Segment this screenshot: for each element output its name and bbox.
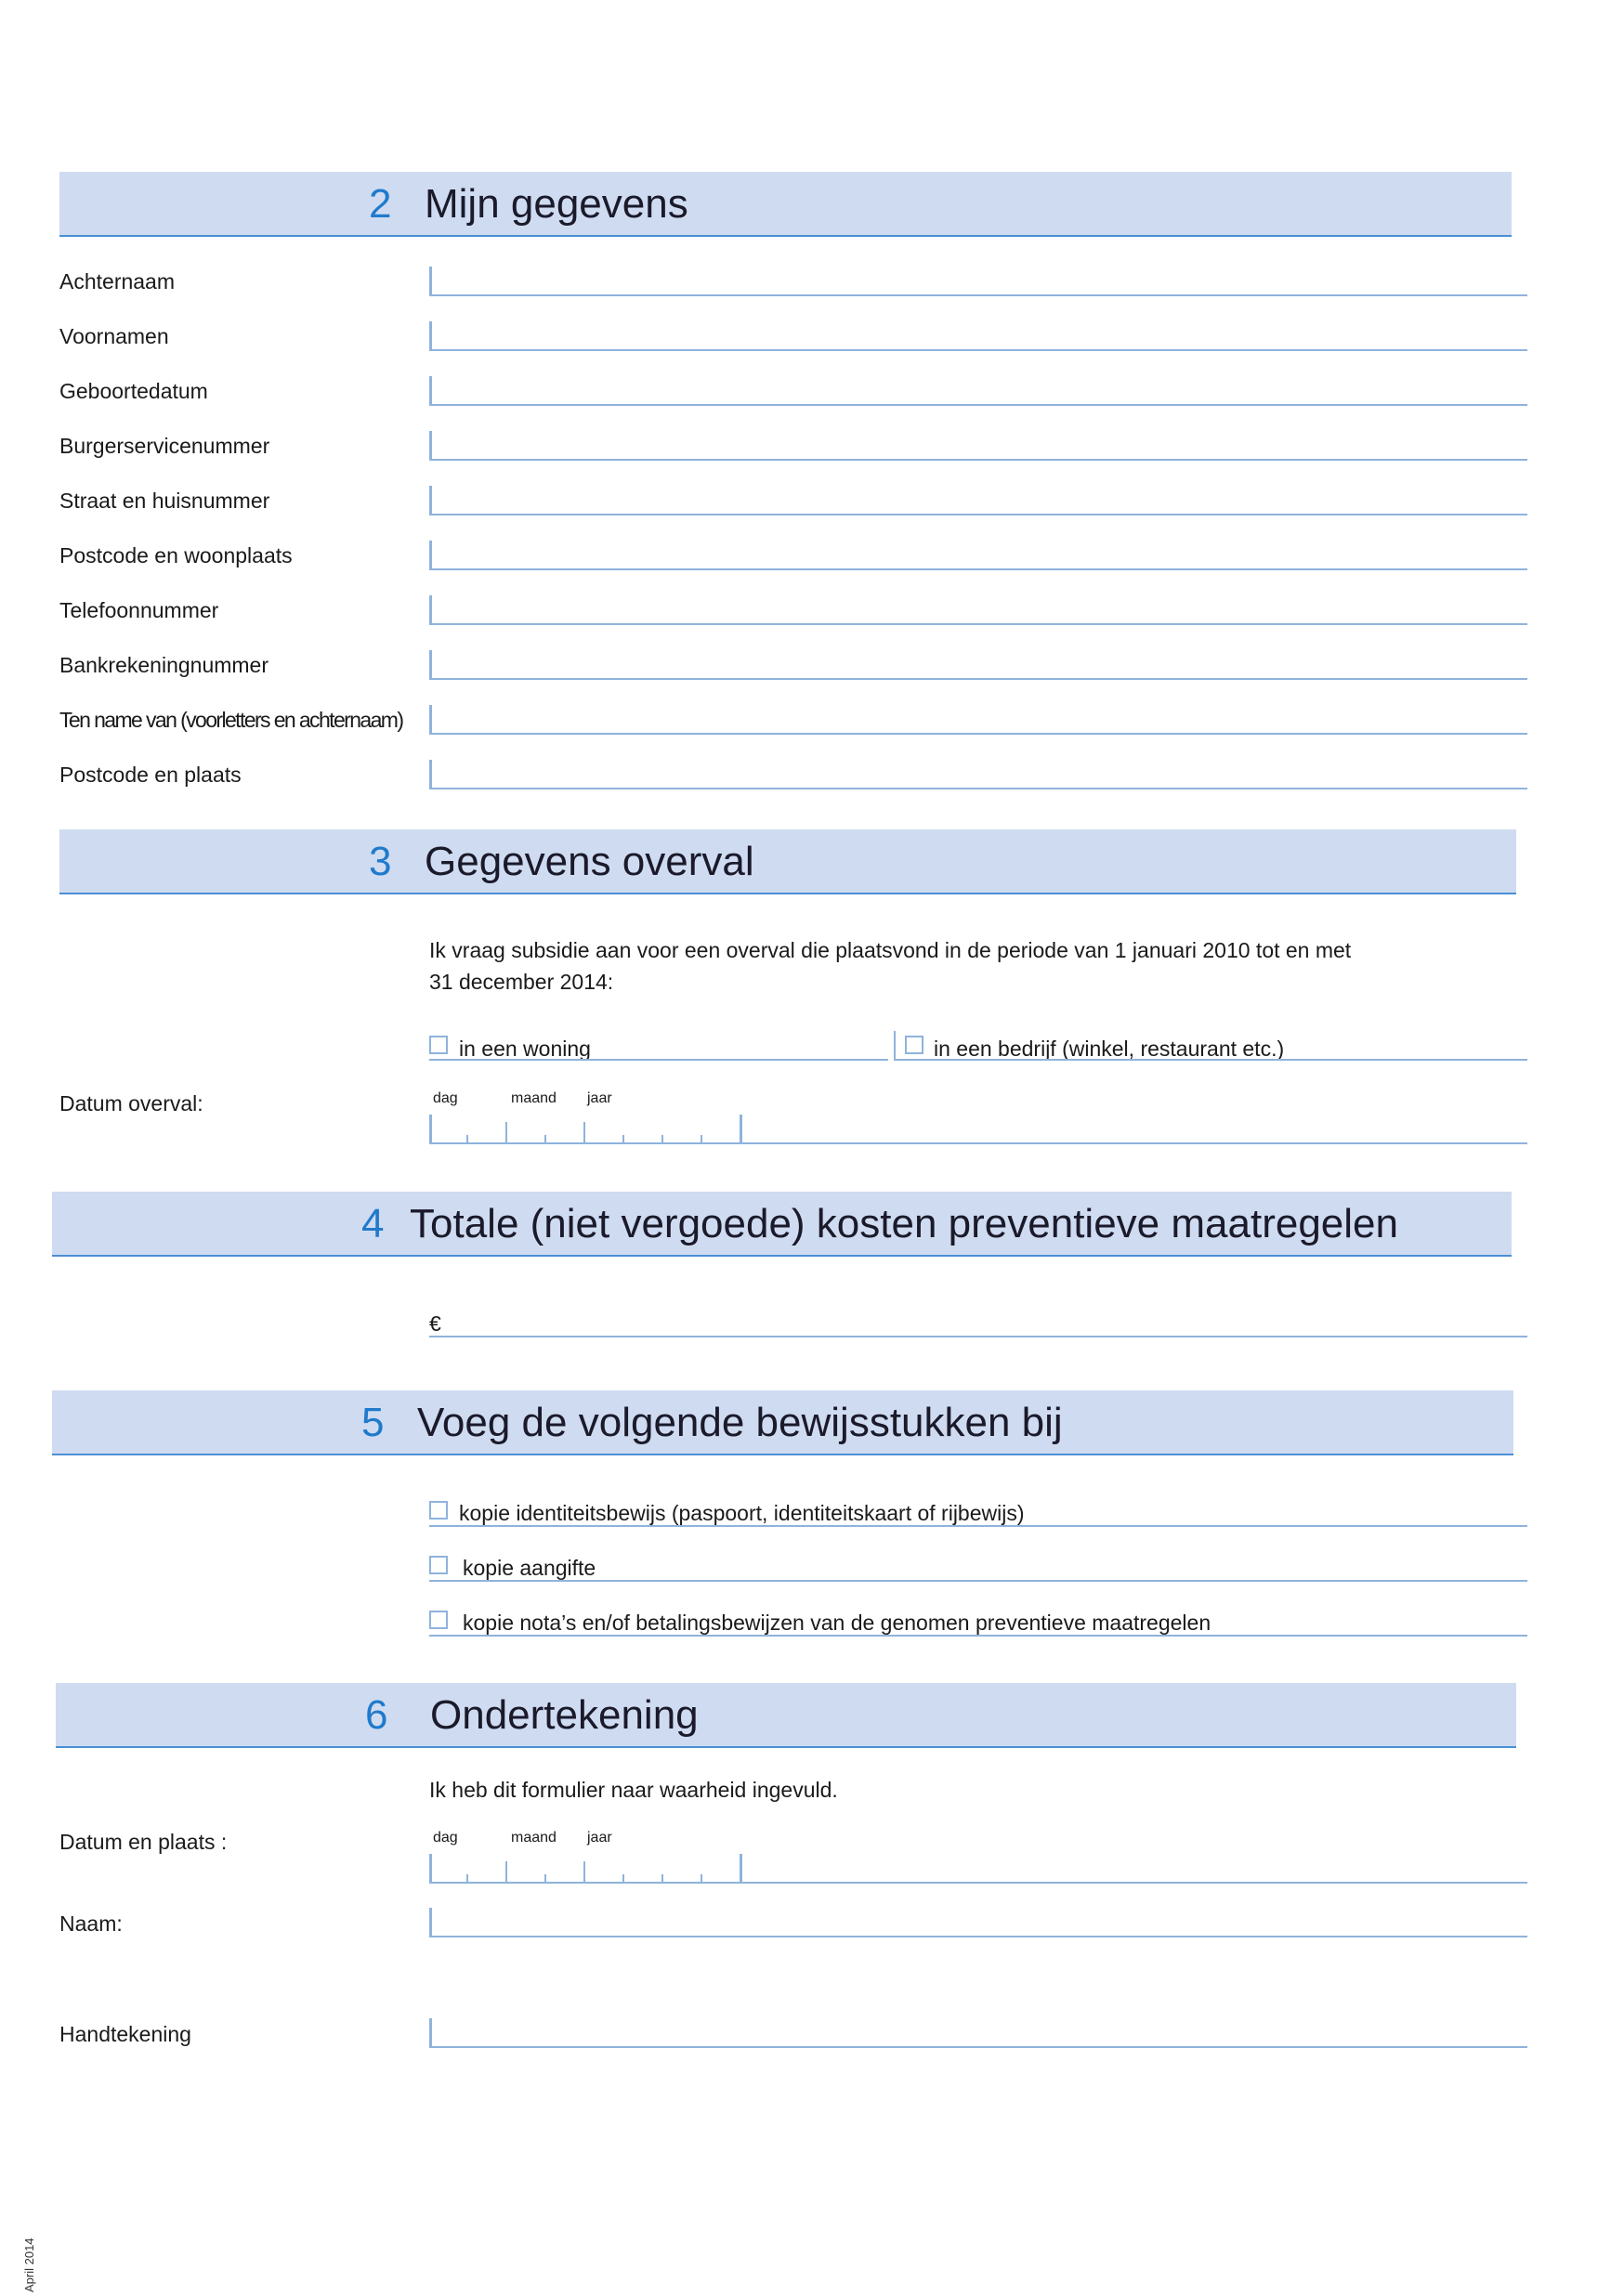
- label-datum-overval: Datum overval:: [59, 1091, 203, 1115]
- input-handtekening[interactable]: [429, 2018, 1527, 2048]
- input-voornamen[interactable]: [429, 321, 1527, 351]
- label-woning: in een woning: [459, 1037, 591, 1061]
- date-tick: [505, 1122, 507, 1142]
- date-tick: [701, 1135, 702, 1142]
- line-woning: [429, 1059, 888, 1061]
- checkbox-woning[interactable]: [429, 1036, 448, 1054]
- statement-text: Ik heb dit formulier naar waarheid ingevuld.: [429, 1778, 838, 1802]
- label-postcode-woonplaats: Postcode en woonplaats: [59, 543, 293, 567]
- section-3-intro-line-1: Ik vraag subsidie aan voor een overval die plaatsvond in de periode van 1 januari 2010 tot en met: [429, 938, 1352, 962]
- date-tick: [701, 1874, 702, 1882]
- date-month-label: maand: [511, 1090, 557, 1106]
- date-tick: [583, 1122, 585, 1142]
- label-achternaam: Achternaam: [59, 269, 176, 294]
- input-kosten-bedrag[interactable]: [429, 1308, 1527, 1337]
- label-bedrijf: in een bedrijf (winkel, restaurant etc.): [934, 1037, 1285, 1061]
- section-6-title: Ondertekening: [430, 1692, 699, 1738]
- section-3-intro-line-2: 31 december 2014:: [429, 970, 614, 994]
- input-geboortedatum[interactable]: [429, 376, 1527, 406]
- label-kopie-identiteitsbewijs: kopie identiteitsbewijs (paspoort, identiteitskaart of rijbewijs): [459, 1501, 1025, 1525]
- footer-date: April 2014: [22, 2237, 36, 2292]
- date-month-label: maand: [511, 1830, 557, 1846]
- checkbox-bedrijf[interactable]: [905, 1036, 923, 1054]
- label-kopie-notas: kopie nota’s en/of betalingsbewijzen van de genomen preventieve maatregelen: [463, 1611, 1211, 1635]
- date-tick: [466, 1874, 468, 1882]
- label-geboortedatum: Geboortedatum: [59, 379, 208, 403]
- date-tick: [466, 1135, 468, 1142]
- date-year-label: jaar: [587, 1090, 612, 1106]
- label-voornamen: Voornamen: [59, 324, 169, 348]
- line-kopie-notas: [429, 1635, 1527, 1637]
- date-tick: [505, 1861, 507, 1882]
- label-handtekening: Handtekening: [59, 2022, 191, 2046]
- label-telefoonnummer: Telefoonnummer: [59, 598, 219, 622]
- date-tick: [740, 1115, 742, 1142]
- section-4-number: 4: [361, 1201, 385, 1246]
- date-tick: [622, 1874, 624, 1882]
- date-tick: [429, 1854, 432, 1882]
- date-ondertekening-input[interactable]: [429, 1854, 1527, 1884]
- section-2-title: Mijn gegevens: [425, 181, 688, 227]
- section-6-number: 6: [365, 1692, 388, 1738]
- input-postcode-woonplaats[interactable]: [429, 541, 1527, 570]
- label-bankrekeningnummer: Bankrekeningnummer: [59, 653, 269, 677]
- date-tick: [661, 1874, 663, 1882]
- currency-symbol: €: [429, 1311, 441, 1336]
- line-kopie-aangifte: [429, 1580, 1527, 1582]
- section-5-number: 5: [361, 1400, 385, 1445]
- checkbox-kopie-aangifte[interactable]: [429, 1556, 448, 1574]
- input-achternaam[interactable]: [429, 267, 1527, 296]
- date-day-label: dag: [433, 1830, 458, 1846]
- date-overval-input[interactable]: [429, 1115, 1527, 1144]
- label-ten-name-van: Ten name van (voorletters en achternaam): [59, 708, 403, 732]
- label-burgerservicenummer: Burgerservicenummer: [59, 434, 270, 458]
- date-tick: [661, 1135, 663, 1142]
- section-3-header: [59, 829, 1516, 894]
- section-4-header: [52, 1192, 1512, 1257]
- line-bedrijf: [894, 1059, 1527, 1061]
- input-straat-huisnummer[interactable]: [429, 486, 1527, 515]
- date-day-label: dag: [433, 1090, 458, 1106]
- input-naam[interactable]: [429, 1908, 1527, 1937]
- input-ten-name-van[interactable]: [429, 705, 1527, 735]
- divider-bar: [894, 1031, 896, 1061]
- checkbox-kopie-identiteitsbewijs[interactable]: [429, 1501, 448, 1520]
- section-2-number: 2: [369, 181, 392, 227]
- label-straat-huisnummer: Straat en huisnummer: [59, 489, 270, 513]
- checkbox-kopie-notas[interactable]: [429, 1611, 448, 1629]
- line-kopie-identiteitsbewijs: [429, 1525, 1527, 1527]
- date-tick: [544, 1874, 546, 1882]
- date-tick: [544, 1135, 546, 1142]
- date-tick: [740, 1854, 742, 1882]
- date-tick: [583, 1861, 585, 1882]
- date-tick: [429, 1115, 432, 1142]
- section-5-title: Voeg de volgende bewijsstukken bij: [417, 1400, 1063, 1445]
- section-3-title: Gegevens overval: [425, 839, 754, 884]
- label-postcode-plaats: Postcode en plaats: [59, 763, 242, 787]
- section-3-number: 3: [369, 839, 392, 884]
- date-tick: [622, 1135, 624, 1142]
- input-postcode-plaats[interactable]: [429, 760, 1527, 789]
- input-telefoonnummer[interactable]: [429, 595, 1527, 625]
- section-5-header: [52, 1390, 1513, 1455]
- input-burgerservicenummer[interactable]: [429, 431, 1527, 461]
- section-2-header: [59, 172, 1512, 237]
- date-year-label: jaar: [587, 1830, 612, 1846]
- section-6-header: [56, 1683, 1516, 1748]
- label-datum-plaats: Datum en plaats :: [59, 1830, 228, 1854]
- input-bankrekeningnummer[interactable]: [429, 650, 1527, 680]
- label-kopie-aangifte: kopie aangifte: [463, 1556, 596, 1580]
- section-4-title: Totale (niet vergoede) kosten preventieve maatregelen: [410, 1201, 1398, 1246]
- label-naam: Naam:: [59, 1911, 123, 1936]
